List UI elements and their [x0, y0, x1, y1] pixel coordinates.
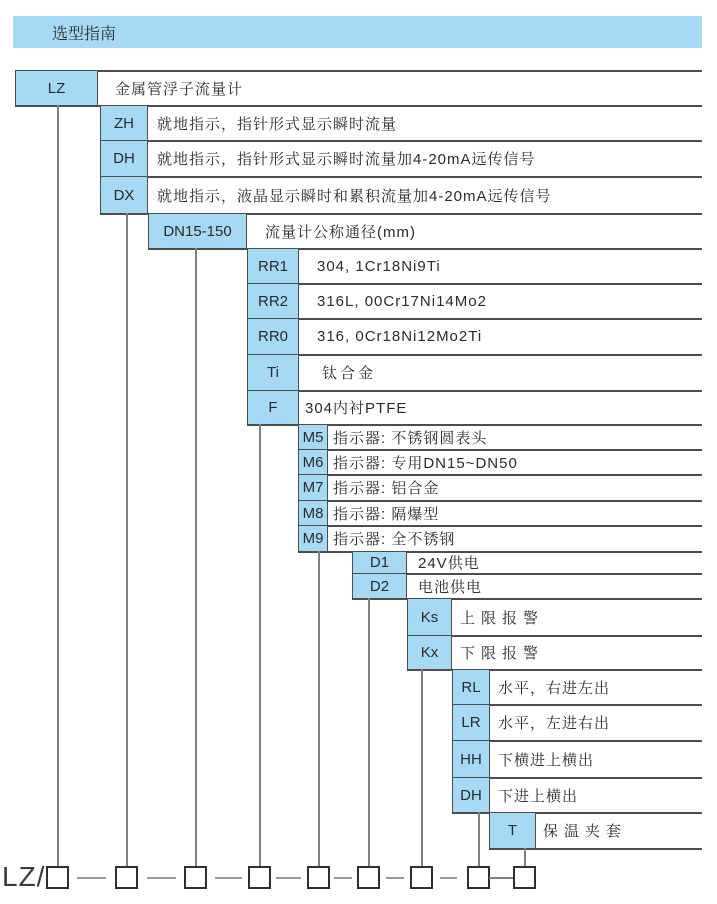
- desc-text: 304, 1Cr18Ni9Ti: [317, 257, 441, 275]
- code-desc-lr: [498, 704, 610, 741]
- desc-text: 24V供电: [418, 555, 480, 572]
- dash-separator: [440, 877, 457, 879]
- connector-line: [126, 213, 128, 867]
- code-cell-m7: [298, 474, 328, 501]
- code-label: M8: [302, 504, 324, 522]
- model-code-box-2: [115, 866, 138, 889]
- desc-text: 指示器: 隔爆型: [333, 505, 440, 523]
- model-code-box-6: [357, 866, 380, 889]
- code-cell-dh-orientation: [452, 777, 490, 813]
- code-label: DX: [113, 186, 135, 204]
- code-cell-lz: [15, 70, 98, 106]
- dash-separator: [215, 877, 242, 879]
- connector-line: [259, 424, 261, 867]
- desc-text: 就地指示，指针形式显示瞬时流量加4-20mA远传信号: [157, 151, 536, 168]
- code-cell-rr1: [247, 248, 299, 284]
- code-desc-rr1: [317, 248, 441, 284]
- dash-separator: [276, 877, 301, 879]
- code-cell-dn15-150: [148, 213, 247, 249]
- code-label: Kx: [420, 644, 439, 661]
- code-cell-m5: [298, 424, 328, 450]
- code-cell-m6: [298, 449, 328, 475]
- desc-text: 流量计公称通径(mm): [265, 223, 416, 241]
- code-label: DH: [460, 786, 482, 804]
- code-desc-rr0: [317, 318, 482, 355]
- code-cell-rl: [452, 669, 490, 705]
- section-title: 选型指南: [52, 25, 117, 43]
- code-label: F: [268, 399, 278, 416]
- model-code-box-8: [467, 866, 490, 889]
- desc-text: 上限报警: [460, 609, 545, 627]
- code-cell-zh: [100, 105, 148, 141]
- desc-text: 下横进上横出: [498, 751, 595, 769]
- desc-text: 316L, 00Cr17Ni14Mo2: [317, 292, 487, 310]
- model-code-box-4: [248, 866, 271, 889]
- code-cell-m9: [298, 525, 328, 552]
- code-desc-dx: [157, 176, 552, 214]
- code-label: RR1: [257, 257, 288, 275]
- desc-text: 指示器: 不锈钢圆表头: [333, 429, 488, 447]
- dash-separator: [77, 877, 106, 879]
- code-cell-ti: [247, 354, 299, 391]
- code-cell-kx: [407, 635, 452, 670]
- desc-text: 水平，左进右出: [498, 715, 611, 732]
- code-label: D2: [369, 577, 390, 595]
- connector-line: [524, 848, 526, 867]
- code-label: HH: [460, 750, 482, 768]
- code-desc-f: [305, 390, 407, 425]
- code-label: ZH: [114, 114, 134, 132]
- code-cell-m8: [298, 500, 328, 526]
- code-desc-d1: [418, 551, 480, 574]
- connector-line: [368, 598, 370, 867]
- code-label: T: [507, 822, 518, 839]
- code-desc-dn15-150: [265, 213, 416, 249]
- code-label: LR: [461, 714, 481, 731]
- desc-text: 316, 0Cr18Ni12Mo2Ti: [317, 328, 483, 345]
- code-desc-t: [543, 812, 627, 849]
- code-label: Ks: [420, 608, 439, 626]
- desc-text: 就地指示，液晶显示瞬时和累积流量加4-20mA远传信号: [157, 187, 552, 205]
- code-cell-f: [247, 390, 299, 425]
- code-desc-lz: [115, 70, 243, 106]
- code-desc-ks: [460, 598, 544, 636]
- desc-text: 下进上横出: [498, 787, 579, 805]
- code-cell-dh: [100, 140, 148, 177]
- desc-text: 钛合金: [322, 365, 377, 382]
- code-label: M6: [302, 453, 324, 471]
- code-label: M9: [302, 530, 324, 547]
- code-cell-d1: [352, 551, 407, 574]
- dash-separator: [147, 877, 176, 879]
- desc-text: 下限报警: [460, 645, 545, 662]
- code-label: M5: [302, 428, 324, 446]
- desc-text: 指示器: 专用DN15~DN50: [333, 454, 518, 472]
- code-cell-rr0: [247, 318, 299, 355]
- code-desc-kx: [460, 635, 544, 670]
- code-desc-hh: [498, 740, 594, 778]
- code-label: DN15-150: [163, 222, 232, 240]
- desc-text: 指示器: 全不锈钢: [333, 531, 456, 548]
- code-desc-ti: [322, 354, 376, 391]
- code-desc-rr2: [317, 283, 487, 319]
- model-code-box-7: [410, 866, 433, 889]
- connector-line: [57, 105, 59, 867]
- code-label: RL: [461, 678, 481, 696]
- code-desc-m5: [333, 424, 487, 450]
- desc-text: 就地指示，指针形式显示瞬时流量: [157, 115, 398, 133]
- connector-line: [318, 551, 320, 867]
- desc-text: 水平，右进左出: [498, 679, 611, 697]
- code-desc-m7: [333, 474, 439, 501]
- code-desc-m6: [333, 449, 518, 475]
- code-cell-dx: [100, 176, 148, 214]
- code-cell-hh: [452, 740, 490, 778]
- code-label: M7: [302, 479, 324, 496]
- code-desc-zh: [157, 105, 397, 141]
- desc-text: 电池供电: [418, 578, 483, 596]
- model-code-box-3: [184, 866, 207, 889]
- code-cell-rr2: [247, 283, 299, 319]
- model-code-box-1: [46, 866, 69, 889]
- code-desc-m9: [333, 525, 455, 552]
- code-label: RR0: [257, 328, 288, 345]
- code-desc-d2: [418, 573, 482, 599]
- desc-text: 金属管浮子流量计: [115, 80, 244, 98]
- code-label: D1: [369, 554, 390, 571]
- code-cell-ks: [407, 598, 452, 636]
- model-code-box-5: [307, 866, 330, 889]
- code-cell-lr: [452, 704, 490, 741]
- connector-line: [421, 669, 423, 867]
- model-code-box-9: [513, 866, 536, 889]
- desc-text: 304内衬PTFE: [305, 400, 408, 417]
- code-label: Ti: [267, 364, 279, 381]
- code-desc-rl: [498, 669, 610, 705]
- code-label: LZ: [47, 79, 66, 97]
- code-cell-d2: [352, 573, 407, 599]
- code-desc-m8: [333, 500, 439, 526]
- section-header-bar: [13, 16, 702, 48]
- connector-line: [195, 248, 197, 867]
- desc-text: 保温夹套: [543, 823, 628, 840]
- connector-line: [478, 812, 480, 867]
- code-desc-dh-orientation: [498, 777, 578, 813]
- code-desc-dh: [157, 140, 536, 177]
- code-label: RR2: [257, 292, 288, 310]
- model-prefix: LZ/: [2, 861, 46, 892]
- desc-text: 指示器: 铝合金: [333, 480, 440, 497]
- dash-separator: [489, 877, 513, 879]
- code-label: DH: [113, 150, 135, 167]
- dash-separator: [334, 877, 352, 879]
- code-cell-t: [489, 812, 536, 849]
- dash-separator: [386, 877, 404, 879]
